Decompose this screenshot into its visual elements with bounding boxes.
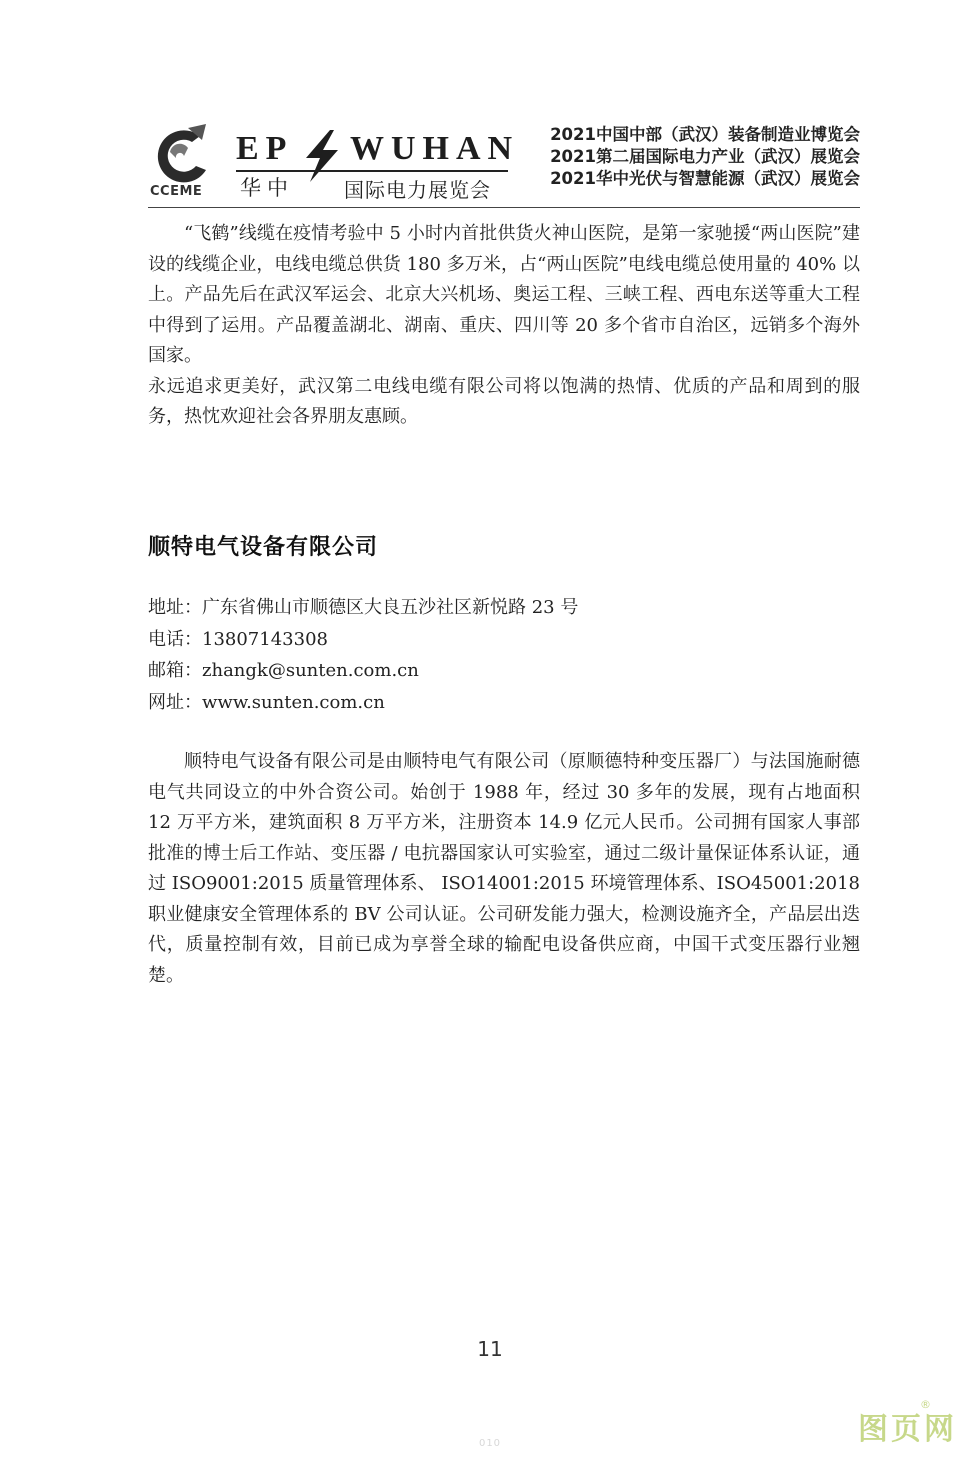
company-email: 邮箱：zhangk@sunten.com.cn <box>148 660 419 681</box>
watermark-text: 图页网 <box>858 1412 957 1447</box>
footer-mark: 010 <box>478 1438 502 1449</box>
paragraph: “飞鹤”线缆在疫情考验中 5 小时内首批供货火神山医院，是第一家驰援“两山医院”建设的线缆企业，电线电缆总供货 180 多万米，占“两山医院”电线电缆总使用量的 40% 以上。产品先后在武汉军运会、北京大兴机场、奥运工程、三峡工程、西电东送等重大工程中得到了运用。产品覆盖湖北、湖南、重庆、四川等 20 多个省市自治区，远销多个海外国家。 <box>148 223 860 366</box>
wuhan-text: WUHAN <box>350 130 520 167</box>
ep-text: EP <box>236 130 294 167</box>
paragraph: 顺特电气设备有限公司是由顺特电气有限公司（原顺德特种变压器厂）与法国施耐德电气共同设立的中外合资公司。始创于 1988 年，经过 30 多年的发展，现有占地面积 12 万平方米，建筑面积 8 万平方米，注册资本 14.9 亿元人民币。公司拥有国家人事部批准的博士后工作站、变压器 / 电抗器国家认可实验室，通过二级计量保证体系认证，通过 ISO9001:2015 质量管理体系、 ISO14001:2015 环境管理体系、ISO45001:2018 职业健康安全管理体系的 BV 公司认证。公司研发能力强大，检测设施齐全，产品层出迭代，质量控制有效，目前已成为享誉全球的输配电设备供应商，中国干式变压器行业翘楚。 <box>148 751 860 986</box>
company-title: 顺特电气设备有限公司 <box>148 535 379 560</box>
lightning-bolt-icon <box>300 130 342 182</box>
company-description <box>148 747 860 991</box>
paragraph: 永远追求更美好，武汉第二电线电缆有限公司将以饱满的热情、优质的产品和周到的服务，热忱欢迎社会各界朋友惠顾。 <box>148 375 860 427</box>
logo-cceme-text: CCEME <box>150 184 203 199</box>
page-number: 11 <box>477 1337 503 1361</box>
header-divider <box>148 207 860 208</box>
header-event-line: 2021中国中部（武汉）装备制造业博览会 <box>550 125 860 144</box>
previous-company-text <box>148 219 860 433</box>
page-header <box>148 118 860 208</box>
central-china-text: 华中 <box>240 176 294 200</box>
cceme-logo-icon <box>148 122 218 192</box>
company-website: 网址：www.sunten.com.cn <box>148 691 385 713</box>
header-event-line: 2021第二届国际电力产业（武汉）展览会 <box>550 147 860 166</box>
expo-subtitle: 国际电力展览会 <box>344 178 491 202</box>
company-phone: 电话：13807143308 <box>148 628 328 650</box>
watermark-registered-mark: ® <box>920 1398 931 1411</box>
company-contact-block <box>148 592 578 718</box>
company-address: 地址：广东省佛山市顺德区大良五沙社区新悦路 23 号 <box>148 597 579 618</box>
header-event-line: 2021华中光伏与智慧能源（武汉）展览会 <box>550 169 860 188</box>
header-event-list <box>550 124 860 190</box>
